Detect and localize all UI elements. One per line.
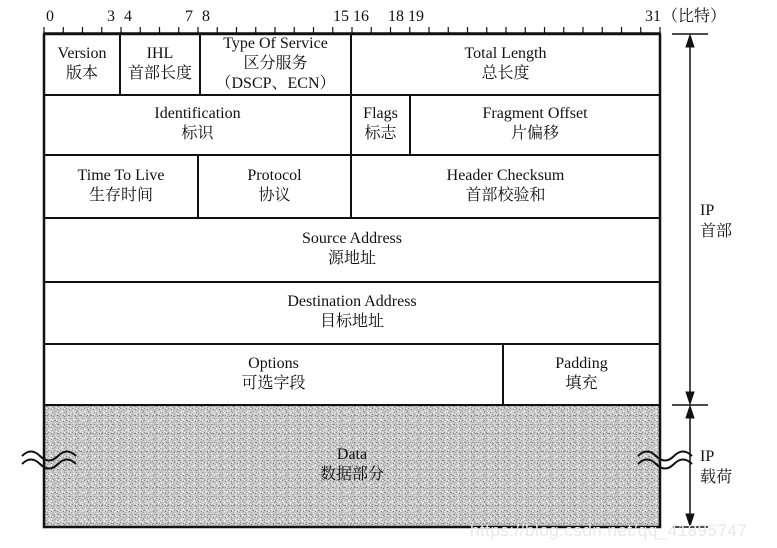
field-flags [363, 104, 398, 144]
field-tos [215, 34, 335, 94]
field-name-zh: 填充 [565, 374, 598, 392]
bit-number-label: 15 [333, 8, 349, 25]
field-padding [555, 354, 607, 394]
bit-unit-label: （比特） [662, 8, 727, 25]
field-name-zh: 源地址 [327, 250, 377, 267]
field-name-zh: 可选字段 [241, 374, 306, 392]
field-name-en: Identification [154, 105, 241, 122]
field-name-en: Time To Live [77, 166, 165, 184]
field-name-en: Version [57, 44, 107, 62]
field-name-zh: 版本 [65, 64, 99, 82]
bit-number-label: 19 [408, 8, 424, 25]
field-protocol [247, 166, 301, 206]
bit-number-label: 3 [107, 8, 115, 25]
field-name-en: Total Length [464, 44, 547, 62]
field-name-zh: 生存时间 [88, 186, 154, 204]
arrow-head-up [686, 35, 694, 47]
bit-number-label: 8 [202, 8, 210, 25]
field-header-checksum [447, 166, 565, 206]
field-identification [154, 104, 240, 144]
field-name-en: Destination Address [287, 293, 417, 310]
field-destination-address [287, 292, 416, 332]
field-name-en: Options [248, 354, 299, 372]
bit-number-label: 7 [185, 8, 193, 25]
arrow-head-up [686, 406, 694, 418]
side-label-line: IP [700, 448, 715, 465]
field-ttl [78, 166, 165, 206]
arrow-head-down [686, 392, 694, 404]
field-ihl [128, 44, 192, 84]
field-name-zh: 目标地址 [319, 313, 385, 330]
field-name-en: Data [336, 446, 368, 463]
field-version [58, 44, 107, 84]
side-label-line: IP [700, 202, 715, 219]
field-name-en: Header Checksum [446, 166, 565, 184]
field-name-zh: 首部校验和 [465, 186, 546, 204]
field-name-zh: 协议 [258, 186, 291, 204]
field-name-note: （DSCP、ECN） [215, 74, 336, 92]
field-name-zh: 总长度 [481, 64, 530, 82]
ip-payload-label [700, 446, 732, 488]
bit-number-label: 16 [353, 8, 369, 25]
field-name-en: Type Of Service [223, 34, 328, 52]
field-fragment-offset [482, 104, 587, 144]
field-name-zh: 数据部分 [319, 466, 385, 483]
field-name-zh: 区分服务 [243, 54, 308, 72]
bit-number-label: 4 [124, 8, 132, 25]
field-name-en: Protocol [247, 166, 302, 184]
field-source-address [302, 229, 402, 269]
field-name-zh: 标志 [364, 125, 397, 142]
ip-header-label [700, 200, 732, 242]
field-name-en: Source Address [302, 230, 402, 247]
bit-number-label: 0 [46, 8, 54, 25]
field-name-zh: 标识 [181, 125, 214, 142]
side-label-line: 首部 [700, 223, 733, 240]
field-data [320, 445, 384, 485]
watermark: https://blog.csdn.net/qq_41895747 [470, 521, 748, 540]
field-name-zh: 片偏移 [510, 125, 560, 142]
field-total-length [465, 44, 547, 84]
field-name-en: Fragment Offset [482, 105, 588, 122]
field-name-zh: 首部长度 [127, 64, 193, 82]
bit-number-label: 31 [645, 8, 661, 25]
field-name-en: IHL [146, 44, 174, 62]
field-name-en: Flags [363, 105, 398, 122]
bit-number-label: 18 [388, 8, 404, 25]
side-label-line: 载荷 [700, 469, 733, 486]
field-options [241, 354, 305, 394]
field-name-en: Padding [555, 354, 608, 372]
